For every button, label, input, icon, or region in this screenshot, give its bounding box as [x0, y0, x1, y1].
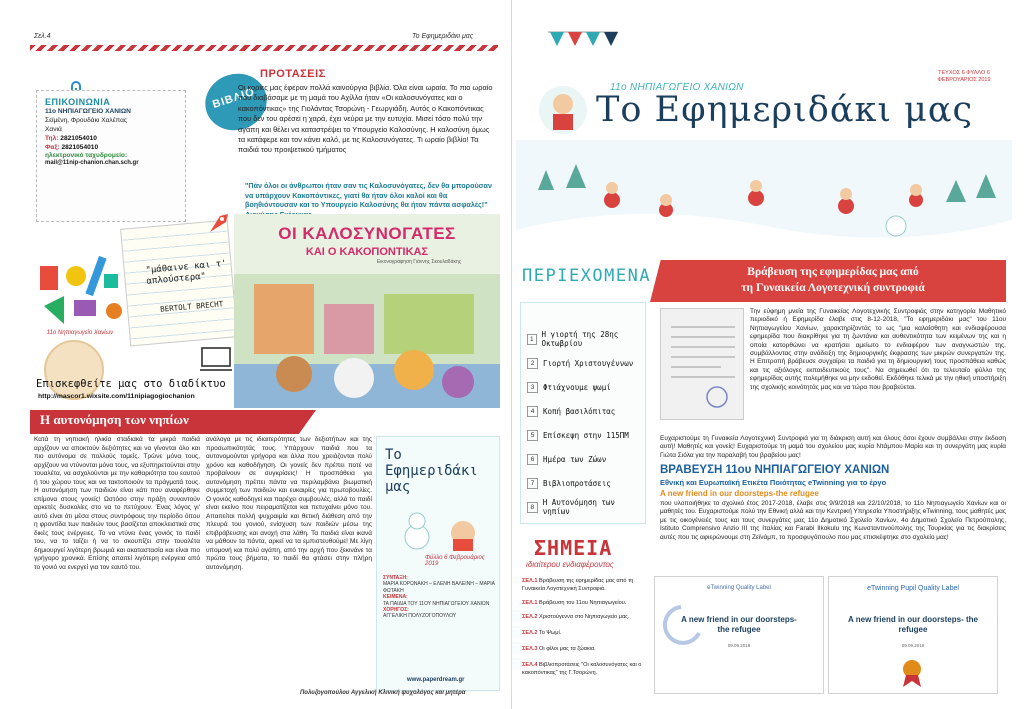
visit-text: Επισκεφθείτε μας στο διαδίκτυο	[36, 378, 226, 390]
mini-credits	[383, 575, 495, 620]
issue-info: ΤΕΥΧΟΣ 6 ΦΥΛΛΟ 6 ΦΕΒΡΟΥΑΡΙΟΣ 2019	[937, 70, 991, 83]
mini-title-line-3: μας	[385, 479, 411, 495]
email-label: ηλεκτρονικό ταχυδρομείο:	[45, 152, 128, 159]
fax-label: Φαξ:	[45, 144, 60, 151]
note-author: BERTOLT BRECHT	[159, 299, 224, 314]
cert-project-name: A new friend in our doorsteps-	[681, 615, 797, 624]
bunting-flags	[548, 30, 618, 50]
highlight-text: Το Ψωμί.	[538, 630, 562, 636]
toc-number: 3	[527, 382, 538, 393]
toc-label: Βιβλιοπροτάσεις	[543, 478, 611, 488]
quality-label-icon	[661, 603, 701, 653]
highlights-subtitle: ιδιαίτερου ενδιαφέροντος	[526, 560, 614, 569]
award2-project: A new friend in our doorsteps-the refugee	[660, 489, 819, 498]
highlight-page: ΣΕΛ.1	[522, 600, 538, 606]
toc-number: 8	[527, 502, 538, 513]
cover-title: ΟΙ ΚΑΛΟΣΥΝΟΓΑΤΕΣ	[278, 224, 456, 243]
highlight-item	[522, 578, 648, 593]
contact-address-1: Σεϊμένη, Φρουδάκι Χαλέπας	[45, 117, 128, 124]
cert-header: eTwinning Quality Label	[707, 585, 771, 591]
contact-school: 11ο ΝΗΠΙΑΓΩΓΕΙΟ ΧΑΝΙΩΝ	[45, 108, 131, 115]
award-title-line-1: Βράβευση της εφημερίδας μας από	[747, 266, 919, 278]
toc-label: Ημέρα των Ζώων	[543, 454, 607, 464]
highlight-item	[522, 646, 648, 654]
award2-subtitle: Εθνική και Ευρωπαϊκή Ετικέτα Ποιότητας eTwinning για το έργο	[660, 478, 887, 487]
toc-item[interactable]	[527, 377, 643, 397]
contact-title: ΕΠΙΚΟΙΝΩΝΙΑ	[45, 97, 111, 107]
toc-label: Φτιάχνουμε ψωμί	[543, 382, 611, 392]
award-title-line-2: τη Γυναικεία Λογοτεχνική συντροφιά	[741, 282, 925, 294]
cert-header: eTwinning Pupil Quality Label	[867, 585, 959, 592]
toc-number: 1	[527, 334, 537, 345]
toc-item[interactable]	[527, 353, 643, 373]
book-cover-image	[234, 214, 500, 408]
toc-item[interactable]	[527, 401, 643, 421]
article-title: Η αυτονόμηση των νηπίων	[40, 412, 189, 427]
cats-illustration	[234, 274, 500, 408]
award-title	[668, 264, 998, 296]
award2-title: ΒΡΑΒΕΥΣΗ 11ου ΝΗΠΙΑΓΩΓΕΙΟΥ ΧΑΝΙΩΝ	[660, 464, 890, 476]
decorative-border	[30, 45, 498, 51]
credits-title-1: ΣΥΝΤΑΞΗ:	[383, 575, 408, 581]
toc-label: Η γιορτή της 28ης Οκτωβρίου	[541, 330, 619, 348]
cert-project-name-2: refugee	[898, 625, 928, 634]
cert-project-name-2: the refugee	[717, 625, 761, 634]
highlight-page: ΣΕΛ.3	[522, 646, 538, 652]
book-title: ΠΡΟΤΑΣΕΙΣ	[260, 68, 326, 80]
toc-label: Η Αυτονόμηση των νηπίων	[542, 498, 615, 516]
cert-date: 09.09.2019	[901, 643, 925, 648]
highlight-item	[522, 600, 648, 608]
school-logo	[44, 340, 104, 400]
award-certificate-photo	[660, 308, 744, 420]
computer-icon	[196, 346, 236, 376]
cert-date: 09.09.2018	[727, 643, 751, 648]
highlights-title: ΣΗΜΕΙΑ	[534, 536, 613, 560]
email-link[interactable]: mail@11nip-chanion.chan.sch.gr	[45, 160, 139, 166]
credits-3: ΑΓΓΕΛΙΚΗ ΠΟΛΥΖΟΓΟΠΟΥΛΟΥ	[383, 613, 457, 620]
toc-number: 5	[527, 430, 538, 441]
contact-box	[36, 90, 186, 222]
highlight-text: Βράβευση της εφημερίδας μας από τη Γυναικεία Λογοτεχνική Συντροφιά.	[522, 578, 634, 592]
highlight-item	[522, 614, 648, 622]
toc-label: Γιορτή Χριστουγέννων	[543, 358, 634, 368]
toc-item[interactable]	[527, 449, 643, 469]
contact-address-2: Χανιά	[45, 126, 62, 133]
newspaper-masthead: Το Εφημεριδάκι μας	[596, 90, 974, 130]
etwinning-certificate-1	[654, 576, 824, 694]
phone-label: Τηλ:	[45, 135, 59, 142]
mascot-illustration	[534, 84, 592, 136]
toc-number: 7	[527, 478, 538, 489]
logo-caption: 11ο Νηπιαγωγείο Χανίων	[46, 330, 114, 336]
toc-item[interactable]	[527, 425, 643, 445]
highlight-page: ΣΕΛ.4	[522, 662, 538, 668]
mini-issue: Φύλλο 6 Φεβρουάριος 2019	[425, 555, 485, 567]
mini-title-line-2: Εφημεριδάκι	[385, 463, 478, 479]
phone-value: 2821054010	[60, 135, 97, 142]
credits-title-2: ΚΕΙΜΕΝΑ:	[383, 594, 408, 601]
highlight-page: ΣΕΛ.2	[522, 614, 538, 620]
highlight-item	[522, 630, 648, 638]
school-name: 11ο ΝΗΠΙΑΓΩΓΕΙΟ ΧΑΝΙΩΝ	[610, 82, 744, 93]
newspaper-cover-thumbnail	[376, 436, 500, 691]
award-text: Την εύφημη μνεία της Γυναικείας Λογοτεχνικής Συντροφιάς στην κατηγορία Μαθητικό περιοδικό ή Εφημερίδα έλαβε στις 8-12-2018, "Το εφημεριδάκι μας" του 11ου Νηπιαγωγείου Χανίων, χαρακτηρίζοντάς το ως "μια καλαίσθητη και ενδιαφέρουσα εφημερίδα που διακρίθηκε για τη ζωντάνια και αυθεντικότητα των κειμένων της και η οποία κατορθώνει να κρατήσει αμείωτο το ενδιαφέρον των αναγνωστών της, συμβάλλοντας στην ανάδειξη της δημιουργικής έκφρασης των μικρών συνεργατών της. Η Επιτροπή βράβευσε συγχαίρει τα παιδιά για τη δημιουργική τους προσπάθεια καθώς και τις αξιόλογες εκπαιδευτικούς τους". Να σημειωθεί ότι το τελευταίο φύλλο της εφημερίδας αυτής πολεμήθηκε να μην εκδοθεί. Εκδόθηκε τελικά με την ηθική υποστήριξη της σχολικής κοινότητάς μας και να τώρα που βραβεύεται.	[750, 308, 1006, 391]
cover-illustrator: Εικονογράφηση Γιάννης Σκουλαδάκης	[376, 259, 462, 265]
website-link[interactable]: http://mascor1.wixsite.com/11nipiagogiochanion	[38, 393, 195, 400]
note-quote: "μάθαινε και τ' απλούστερα"	[145, 258, 228, 287]
toc-number: 4	[527, 406, 538, 417]
author-line: Πολυζογοπούλου Αγγελική Κλινική ψυχολόγος και μητέρα	[300, 690, 466, 696]
credits-title-3: ΧΟΡΗΓΟΣ:	[383, 607, 409, 614]
cert-project-name: A new friend in our doorsteps- the	[848, 615, 978, 624]
credits-2: ΤΑ ΠΑΙΔΙΑ ΤΟΥ 11ΟΥ ΝΗΠΙΑΓΩΓΕΙΟΥ ΧΑΝΙΩΝ	[383, 600, 490, 607]
highlight-item	[522, 662, 648, 677]
rocket-icon	[206, 210, 232, 236]
winter-scene-illustration	[516, 140, 1012, 256]
snowman-illustration	[387, 507, 491, 551]
toc-item[interactable]	[527, 329, 643, 349]
medal-icon	[897, 657, 927, 689]
thanks-text: Ευχαριστούμε τη Γυναικεία Λογοτεχνική Συντροφιά για τη διάκριση αυτή και όλους όσοι έχουν συμβάλλει στην έκδοση αυτή! Μαθητές και γονείς! Ευχαριστούμε τη μαμά του σχολείου μας κυρία Ντάμπου Μαρία και τη συνεργάτη μας κυρία Γιώτα Σιόλα για την παραλαβή του βραβείου μας!	[660, 435, 1006, 459]
publisher-link[interactable]: www.paperdream.gr	[407, 677, 465, 683]
toc-title: ΠΕΡΙΕΧΟΜΕΝΑ	[522, 266, 652, 286]
highlight-page: ΣΕΛ.1	[522, 578, 538, 584]
award2-text: που υλοποιήθηκε το σχολικό έτος 2017-2018, έλαβε στις 9/9/2018 και 22/10/2018, το 11ο Νηπιαγωγείο Χανίων και οι μαθητές του. Ευχαριστούμε πολύ την Εθνική αλλά και την Κεντρική Υπηρεσία Υποστήριξης eTwinning, τους μαθητές μας με τις οικογένειές τους και τους συνεργάτες μας 11ο Δημοτικό Σχολείο Χανίων, 4ο Δημοτικό Σχολείο Πετρούπολης, Istituto Comprensivo Anzio III της Ιταλίας και Farabi Ilkokulu της Κωνσταντινούπολης της Τουρκίας για τις διακρίσεις αυτές που τις αφιερώνουμε στη Ζεϊνάμπ, το προσφυγόπουλο που μας επισκέφτηκε στο σχολείο μας!	[660, 500, 1006, 541]
school-doodles-illustration	[34, 236, 134, 336]
running-title: Το Εφημεριδάκι μας	[412, 33, 474, 40]
fax-value: 2821054010	[61, 144, 99, 151]
toc-item[interactable]	[527, 473, 643, 493]
etwinning-certificate-2	[828, 576, 998, 694]
page-number: Σελ.4	[34, 33, 51, 40]
toc-label: Κοπή βασιλόπιτας	[543, 406, 616, 416]
toc-number: 2	[527, 358, 538, 369]
highlight-text: Βράβευση του 11ου Νηπιαγωγείου.	[539, 600, 627, 606]
highlight-text: Χριστούγεννα στο Νηπιαγωγείο μας.	[539, 614, 630, 620]
mini-title-line-1: Το	[385, 447, 402, 463]
toc-item[interactable]	[527, 497, 643, 517]
toc-number: 6	[527, 454, 538, 465]
document-icon	[661, 309, 745, 421]
article-column-2: ανάλογα με τις ιδιαιτερότητες των δεξιοτήτων και της προσωπικότητάς τους. Υπάρχουν παιδιά που τα αυτονομούνται γρήγορα και άλλα που χρειάζονται πολύ χρόνο και καθοδήγηση. Οι γονείς δεν πρέπει ποτέ να προβαίνουν σε συγκρίσεις! Η προσπάθεια για αυτονόμηση πρέπει πάντα να περιλαμβάνει βιωματική συμμετοχή των παιδιών και ευκαιρίες για πρωτοβουλίες. Ο γονιός καθοδηγεί και παρέχει συμβουλές, αλλά το παιδί είναι εκείνο που πειραματίζεται και πετυχαίνει μόνο του. Απαιτείται πολλή ψυχραιμία και θετική διάθεση από την πλευρά του γονιού, ενίσχυση των παιδιών μέσω της επιβράβευσης και ανοχή στα λάθη. Τα παιδιά είναι ικανά να μάθουν τα πάντα, αρκεί να τα εμπιστευθούμε! Με λίγη υπομονή και πολύ αγάπη, από την αρχή που ξεκινάνε τα πρώτα τους βήματα, το παιδί θα φτάσει στην πλήρη αυτονόμηση.	[206, 436, 372, 571]
table-of-contents	[520, 302, 646, 524]
highlight-page: ΣΕΛ.2	[522, 630, 538, 636]
book-quote: "Πάν όλοι οι άνθρωποι ήταν σαν τις Καλοσυνόγατες, δεν θα μπορούσαν να υπάρχουν Κακοπόντικες, γιατί θα ήταν όλοι καλοί και θα βοηθιόντουσαν και το Υπουργείο Καλοσύνης θα ήταν πάντα ασφαλές!"	[245, 181, 492, 210]
credits-1: ΜΑΡΙΑ ΚΟΡΩΝΑΚΗ – ΕΛΕΝΗ ΒΑΛΕΙΝΗ – ΜΑΡΙΑ ΦΩΤΑΚΗ	[383, 581, 495, 594]
cover-subtitle: ΚΑΙ Ο ΚΑΚΟΠΟΝΤΙΚΑΣ	[305, 246, 429, 258]
book-text: Οι κορίες μας έφεραν πολλά καινούργια βιβλία. Όλα είναι ωραία. Το πιο ωραίο που διαβάσαμε με τη μαμά του Αχίλλα ήταν «Οι καλοσυνόγατες και ο κακοπόντικας» της Γιολάντας Τσορώνη - Γεωργιάδη. Αυτός ο Κακοπόντικας που δεν του αρέσει η χαρά, έχει νεύρα με την ευτυχία. Μισεί τόσο πολύ την αγάπη και θέλει να καταστρέψει το Υπουργείο Καλοσύνης. Η καλοσύνη όμως τα κατάφερε και τον κάνει καλό, με τις Καλοσυνόγατες. Τι ωραίο βιβλίο! Τα παιδιά του προιψετικού τμήματος	[238, 83, 493, 155]
article-column-1: Κατά τη νηπιακή ηλικία σταδιακά τα μικρά παιδιά αρχίζουν να αποκτούν δεξιότητες και να γίνονται όλο και πιο αυτόνομα σε πολλούς τομείς. Τρώνε μόνα τους, αρχίζουν να ντύνονται μόνα τους, να εξυπηρετούνται στην τουαλέτα, να ασχολούνται με την καθαριότητα του εαυτού ή του χώρου τους και να τακτοποιούν τα πράγματά τους. Η αυτονόμηση των παιδιών είναι κάτι που αναφέρθηκε επίμονα στους γονείς! Ωστόσο στην πράξη συναντούν αρκετές δυσκολίες στο να το πετύχουν. Ένας λόγος γι' αυτό είναι ότι μέσα στους συντρόφους την περίοδο όπου η φροντίδα των παιδιών τους βασίζεται αποκλειστικά στις δικές τους ενέργειες. Το να ντύνει ένας γονιός το παιδί του, να το ταΐζει ή να το σκουπίζει στην τουαλέτα δημιουργεί λιγότερη βρωμιά και ακαταστασία και είναι πιο γρήγορο χρονικά. Επίσης απαιτεί λιγότερη ενέργεια από το γονιό να ενεργεί για τον εαυτό του.	[34, 436, 201, 571]
toc-label: Επίσκεψη στην 115ΠΜ	[543, 430, 629, 440]
highlight-text: Οι φίλοι μας τα ζώακια.	[539, 646, 596, 652]
highlight-text: Βιβλιοπροτάσεις "Οι καλοσυνόγατες και ο κακοπόντικας" της Γ.Τσορώνη.	[522, 662, 642, 676]
book-badge-label: ΒΙΒΛΙΟ	[211, 86, 257, 112]
